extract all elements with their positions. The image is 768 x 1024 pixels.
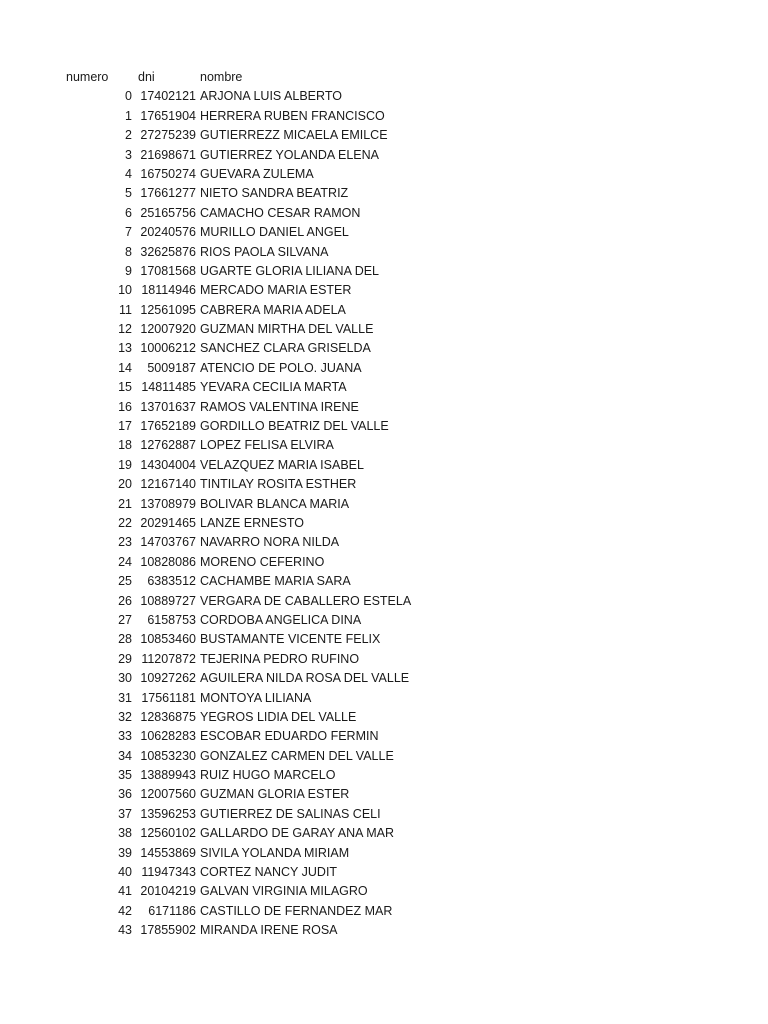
cell-nombre: UGARTE GLORIA LILIANA DEL <box>200 263 380 278</box>
cell-dni: 11947343 <box>141 865 196 880</box>
cell-nombre: BUSTAMANTE VICENTE FELIX <box>200 632 381 647</box>
cell-dni: 6158753 <box>147 612 196 627</box>
cell-dni: 17651904 <box>140 108 196 123</box>
header-dni: dni <box>138 70 155 84</box>
cell-dni: 12762887 <box>140 438 196 453</box>
cell-dni: 14703767 <box>140 535 196 550</box>
table-row <box>0 281 768 300</box>
cell-dni: 17855902 <box>140 923 196 938</box>
cell-numero: 25 <box>118 574 132 589</box>
cell-numero: 30 <box>118 671 132 686</box>
cell-dni: 12561095 <box>140 302 196 317</box>
cell-nombre: GUZMAN GLORIA ESTER <box>200 787 350 802</box>
cell-dni: 32625876 <box>140 244 196 259</box>
cell-nombre: GUTIERREZZ MICAELA EMILCE <box>200 128 388 143</box>
cell-dni: 12007560 <box>140 787 196 802</box>
cell-nombre: MONTOYA LILIANA <box>200 690 312 705</box>
table-row <box>0 495 768 514</box>
cell-numero: 40 <box>118 865 132 880</box>
cell-dni: 16750274 <box>140 166 196 181</box>
table-body <box>0 87 768 940</box>
cell-dni: 5009187 <box>147 360 196 375</box>
cell-dni: 10628283 <box>140 729 196 744</box>
table-row <box>0 611 768 630</box>
cell-nombre: CAMACHO CESAR RAMON <box>200 205 361 220</box>
cell-numero: 27 <box>118 612 132 627</box>
cell-dni: 17081568 <box>140 263 196 278</box>
cell-nombre: VELAZQUEZ MARIA ISABEL <box>200 457 364 472</box>
cell-numero: 41 <box>118 884 132 899</box>
cell-numero: 29 <box>118 651 132 666</box>
cell-numero: 24 <box>118 554 132 569</box>
table-row <box>0 533 768 552</box>
table-row <box>0 630 768 649</box>
cell-numero: 37 <box>118 806 132 821</box>
table-row <box>0 747 768 766</box>
cell-numero: 14 <box>118 360 132 375</box>
table-row <box>0 902 768 921</box>
table-row <box>0 107 768 126</box>
table-row <box>0 514 768 533</box>
cell-dni: 12560102 <box>140 826 196 841</box>
cell-dni: 20291465 <box>140 515 196 530</box>
cell-nombre: CASTILLO DE FERNANDEZ MAR <box>200 903 393 918</box>
cell-numero: 23 <box>118 535 132 550</box>
cell-numero: 43 <box>118 923 132 938</box>
cell-nombre: ESCOBAR EDUARDO FERMIN <box>200 729 379 744</box>
cell-dni: 27275239 <box>140 128 196 143</box>
header-nombre: nombre <box>200 70 243 84</box>
cell-nombre: YEVARA CECILIA MARTA <box>200 380 347 395</box>
cell-nombre: GUTIERREZ DE SALINAS CELI <box>200 806 381 821</box>
table-row <box>0 339 768 358</box>
cell-nombre: MURILLO DANIEL ANGEL <box>200 225 349 240</box>
cell-nombre: CORTEZ NANCY JUDIT <box>200 865 338 880</box>
cell-nombre: TEJERINA PEDRO RUFINO <box>200 651 360 666</box>
cell-nombre: RUIZ HUGO MARCELO <box>200 768 336 783</box>
cell-numero: 20 <box>118 477 132 492</box>
cell-nombre: MORENO CEFERINO <box>200 554 325 569</box>
table-row <box>0 320 768 339</box>
cell-nombre: CACHAMBE MARIA SARA <box>200 574 351 589</box>
cell-dni: 10853230 <box>140 748 196 763</box>
table-row <box>0 863 768 882</box>
cell-dni: 17661277 <box>140 186 196 201</box>
cell-numero: 39 <box>118 845 132 860</box>
table-row <box>0 805 768 824</box>
cell-dni: 13596253 <box>140 806 196 821</box>
cell-numero: 13 <box>118 341 132 356</box>
table-row <box>0 475 768 494</box>
table-row <box>0 669 768 688</box>
cell-dni: 17561181 <box>141 690 196 705</box>
cell-dni: 6171186 <box>148 903 196 918</box>
cell-dni: 18114946 <box>141 283 196 298</box>
cell-nombre: GUZMAN MIRTHA DEL VALLE <box>200 322 374 337</box>
cell-nombre: GUEVARA ZULEMA <box>200 166 314 181</box>
table-header-row <box>0 68 768 87</box>
cell-numero: 42 <box>118 903 132 918</box>
cell-nombre: HERRERA RUBEN FRANCISCO <box>200 108 385 123</box>
cell-nombre: NAVARRO NORA NILDA <box>200 535 340 550</box>
cell-nombre: GALLARDO DE GARAY ANA MAR <box>200 826 395 841</box>
cell-dni: 17402121 <box>140 89 196 104</box>
cell-nombre: SIVILA YOLANDA MIRIAM <box>200 845 350 860</box>
cell-nombre: MERCADO MARIA ESTER <box>200 283 352 298</box>
cell-numero: 31 <box>118 690 132 705</box>
cell-nombre: ARJONA LUIS ALBERTO <box>200 89 342 104</box>
cell-nombre: RIOS PAOLA SILVANA <box>200 244 329 259</box>
cell-nombre: LOPEZ FELISA ELVIRA <box>200 438 334 453</box>
cell-numero: 26 <box>118 593 132 608</box>
cell-numero: 34 <box>118 748 132 763</box>
cell-dni: 10927262 <box>140 671 196 686</box>
cell-dni: 20240576 <box>140 225 196 240</box>
cell-nombre: TINTILAY ROSITA ESTHER <box>200 477 357 492</box>
table-row <box>0 243 768 262</box>
cell-numero: 22 <box>118 515 132 530</box>
table-row <box>0 87 768 106</box>
table-row <box>0 592 768 611</box>
cell-numero: 38 <box>118 826 132 841</box>
cell-numero: 16 <box>118 399 132 414</box>
cell-numero: 33 <box>118 729 132 744</box>
table-row <box>0 262 768 281</box>
cell-dni: 10889727 <box>140 593 196 608</box>
cell-nombre: CABRERA MARIA ADELA <box>200 302 346 317</box>
table-row <box>0 921 768 940</box>
table-row <box>0 689 768 708</box>
table-row <box>0 785 768 804</box>
cell-nombre: ATENCIO DE POLO. JUANA <box>200 360 362 375</box>
table-row <box>0 572 768 591</box>
table-row <box>0 184 768 203</box>
table-row <box>0 766 768 785</box>
cell-dni: 13889943 <box>140 768 196 783</box>
cell-nombre: GUTIERREZ YOLANDA ELENA <box>200 147 379 162</box>
cell-dni: 21698671 <box>140 147 196 162</box>
cell-nombre: AGUILERA NILDA ROSA DEL VALLE <box>200 671 410 686</box>
cell-nombre: GONZALEZ CARMEN DEL VALLE <box>200 748 394 763</box>
cell-dni: 14811485 <box>141 380 196 395</box>
table-row <box>0 301 768 320</box>
cell-dni: 17652189 <box>140 419 196 434</box>
cell-numero: 15 <box>118 380 132 395</box>
cell-numero: 6 <box>125 205 132 220</box>
cell-nombre: YEGROS LIDIA DEL VALLE <box>200 709 357 724</box>
cell-numero: 3 <box>125 147 132 162</box>
cell-dni: 11207872 <box>141 651 196 666</box>
cell-dni: 13701637 <box>140 399 196 414</box>
table-row <box>0 824 768 843</box>
cell-numero: 7 <box>125 225 132 240</box>
cell-numero: 28 <box>118 632 132 647</box>
cell-dni: 12836875 <box>140 709 196 724</box>
cell-dni: 10828086 <box>140 554 196 569</box>
cell-dni: 14304004 <box>140 457 196 472</box>
cell-nombre: NIETO SANDRA BEATRIZ <box>200 186 349 201</box>
cell-numero: 12 <box>118 322 132 337</box>
cell-numero: 2 <box>125 128 132 143</box>
cell-numero: 21 <box>118 496 132 511</box>
cell-dni: 25165756 <box>140 205 196 220</box>
cell-dni: 20104219 <box>140 884 196 899</box>
cell-nombre: VERGARA DE CABALLERO ESTELA <box>200 593 412 608</box>
table-row <box>0 359 768 378</box>
cell-dni: 10853460 <box>140 632 196 647</box>
cell-numero: 18 <box>118 438 132 453</box>
table-row <box>0 436 768 455</box>
table-row <box>0 553 768 572</box>
cell-dni: 12167140 <box>140 477 196 492</box>
table-row <box>0 165 768 184</box>
cell-nombre: GALVAN VIRGINIA MILAGRO <box>200 884 368 899</box>
cell-nombre: SANCHEZ CLARA GRISELDA <box>200 341 371 356</box>
table-row <box>0 398 768 417</box>
cell-nombre: LANZE ERNESTO <box>200 515 304 530</box>
cell-numero: 11 <box>119 302 132 317</box>
table-row <box>0 727 768 746</box>
table-row <box>0 378 768 397</box>
table-row <box>0 146 768 165</box>
cell-numero: 8 <box>125 244 132 259</box>
table-row <box>0 844 768 863</box>
cell-nombre: RAMOS VALENTINA IRENE <box>200 399 359 414</box>
cell-numero: 10 <box>118 283 132 298</box>
cell-numero: 17 <box>118 419 132 434</box>
table-row <box>0 650 768 669</box>
table-row <box>0 708 768 727</box>
data-table <box>0 68 768 941</box>
table-row <box>0 417 768 436</box>
cell-dni: 14553869 <box>140 845 196 860</box>
cell-dni: 10006212 <box>140 341 196 356</box>
table-row <box>0 223 768 242</box>
table-row <box>0 204 768 223</box>
table-row <box>0 126 768 145</box>
cell-numero: 5 <box>125 186 132 201</box>
cell-numero: 4 <box>125 166 132 181</box>
table-row <box>0 882 768 901</box>
cell-numero: 32 <box>118 709 132 724</box>
cell-numero: 35 <box>118 768 132 783</box>
cell-nombre: GORDILLO BEATRIZ DEL VALLE <box>200 419 389 434</box>
cell-nombre: CORDOBA ANGELICA DINA <box>200 612 362 627</box>
cell-numero: 19 <box>118 457 132 472</box>
table-row <box>0 456 768 475</box>
cell-numero: 9 <box>125 263 132 278</box>
cell-dni: 12007920 <box>140 322 196 337</box>
header-numero: numero <box>66 70 109 84</box>
cell-numero: 0 <box>125 89 132 104</box>
cell-dni: 13708979 <box>140 496 196 511</box>
cell-numero: 1 <box>125 108 132 123</box>
cell-dni: 6383512 <box>147 574 196 589</box>
cell-numero: 36 <box>118 787 132 802</box>
cell-nombre: MIRANDA IRENE ROSA <box>200 923 338 938</box>
cell-nombre: BOLIVAR BLANCA MARIA <box>200 496 350 511</box>
